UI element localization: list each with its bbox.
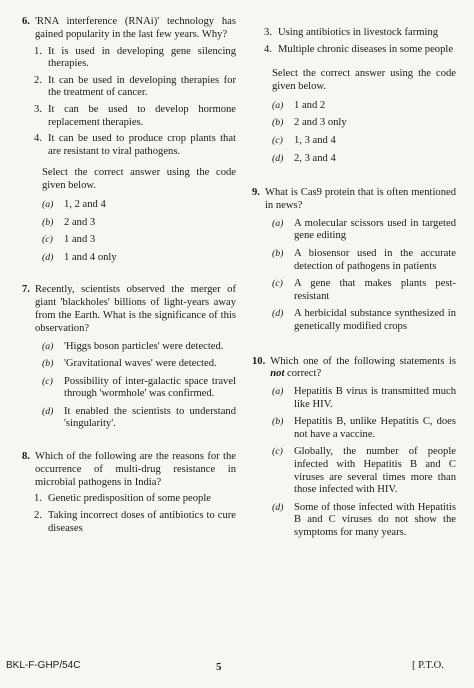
question-number: 6. (22, 16, 30, 27)
option-label: (a) (272, 99, 284, 111)
statement-list (252, 27, 456, 56)
option-list (22, 199, 236, 264)
option-text: A molecular scissors used in targeted gene editing (294, 217, 456, 242)
option-label: (b) (272, 117, 284, 129)
option-d[interactable] (272, 153, 456, 166)
option-label: (a) (272, 386, 284, 398)
statement-text: It can be used to produce crop plants that are resistant to viral pathogens. (48, 133, 236, 157)
option-label: (c) (272, 134, 283, 146)
statement-number: 1. (34, 45, 42, 57)
statement (22, 133, 236, 158)
question-text-part: Which one of the following statements is (270, 355, 456, 367)
statement-text: Multiple chronic diseases in some people (278, 43, 454, 55)
option-label: (c) (272, 446, 283, 458)
option-text: Some of those infected with Hepatitis B and C viruses do not show the symptoms for many years. (294, 501, 456, 539)
option-a[interactable] (42, 199, 236, 212)
option-text: 2 and 3 only (294, 117, 347, 129)
statement-list (22, 46, 236, 159)
question-number: 9. (252, 187, 260, 199)
question-9 (252, 187, 456, 333)
option-label: (b) (42, 216, 54, 228)
statement (252, 27, 456, 40)
question-text: What is Cas9 protein that is often mentioned in news? (264, 187, 456, 211)
question-6 (22, 16, 236, 264)
statement-number: 3. (264, 27, 272, 38)
option-c[interactable] (272, 446, 456, 496)
option-c[interactable] (272, 278, 456, 303)
statement (22, 46, 236, 71)
option-list (252, 218, 456, 334)
option-text: 1, 2 and 4 (64, 198, 106, 210)
option-text: A gene that makes plants pest-resistant (294, 278, 456, 302)
option-label: (b) (42, 358, 54, 370)
question-text (270, 356, 456, 382)
statement-number: 2. (34, 510, 42, 522)
option-d[interactable] (42, 252, 236, 265)
question-text: Which of the following are the reasons for the occurrence of multi-drug resistance in microbial pathogens in India? (34, 451, 236, 488)
right-column (252, 27, 456, 554)
option-label: (c) (272, 278, 283, 290)
instruction: Select the correct answer using the code given below. (42, 167, 236, 192)
option-label: (d) (272, 308, 284, 320)
option-b[interactable] (272, 248, 456, 273)
left-column (22, 16, 236, 549)
option-text: 'Gravitational waves' were detected. (64, 358, 217, 370)
question-7 (22, 284, 236, 431)
option-text: 2 and 3 (64, 216, 96, 228)
question-number: 10. (252, 355, 266, 367)
option-label: (b) (272, 247, 284, 259)
option-label: (a) (272, 217, 284, 229)
statement-text: It is used in developing gene silencing therapies. (48, 45, 236, 70)
question-text-part: correct? (287, 368, 322, 380)
option-list (252, 386, 456, 540)
option-list (252, 100, 456, 165)
option-label: (d) (42, 405, 54, 417)
option-text: A herbicidal substance synthesized in genetically modified crops (294, 308, 456, 332)
question-emphasis: not (270, 368, 285, 380)
option-text: 1 and 4 only (64, 251, 117, 263)
option-label: (c) (42, 375, 53, 387)
option-text: 1 and 2 (294, 99, 326, 111)
option-text: A biosensor used in the accurate detection of pathogens in patients (294, 247, 456, 272)
option-b[interactable] (42, 358, 236, 371)
instruction: Select the correct answer using the code given below. (272, 68, 456, 92)
option-a[interactable] (272, 386, 456, 411)
option-label: (c) (42, 234, 53, 246)
option-b[interactable] (272, 117, 456, 130)
option-d[interactable] (272, 502, 456, 540)
option-text: Hepatitis B, unlike Hepatitis C, does not have a vaccine. (294, 416, 456, 440)
statement (252, 44, 456, 57)
statement-number: 4. (34, 133, 42, 145)
option-d[interactable] (272, 308, 456, 333)
question-8 (22, 451, 236, 535)
option-list (22, 341, 236, 432)
question-text: 'RNA interference (RNAi)' technology has gained popularity in the last few years. Why? (34, 16, 236, 40)
option-text: 'Higgs boson particles' were detected. (64, 340, 224, 352)
statement (22, 75, 236, 100)
question-text: Recently, scientists observed the merger of giant 'blackholes' billions of light-years away from the Earth. What is the significance of this observation? (34, 284, 236, 334)
statement-number: 4. (264, 43, 272, 55)
option-label: (d) (42, 251, 54, 263)
option-b[interactable] (42, 217, 236, 230)
statement-number: 3. (34, 103, 42, 115)
option-a[interactable] (42, 341, 236, 354)
option-label: (d) (272, 501, 284, 513)
statement (22, 104, 236, 129)
option-text: Possibility of inter-galactic space travel through 'wormhole' was confirmed. (64, 375, 236, 400)
option-text: Globally, the number of people infected with Hepatitis B and C viruses are several times more than those infected with HIV. (294, 446, 456, 496)
option-text: Hepatitis B virus is transmitted much like HIV. (294, 386, 456, 410)
statement-text: Taking incorrect doses of antibiotics to cure diseases (48, 510, 236, 534)
statement-text: Genetic predisposition of some people (48, 493, 211, 505)
option-text: 1, 3 and 4 (294, 134, 336, 146)
option-c[interactable] (42, 376, 236, 401)
option-c[interactable] (42, 234, 236, 247)
statement-text: Using antibiotics in livestock farming (278, 27, 439, 38)
statement-number: 2. (34, 74, 42, 86)
option-label: (a) (42, 340, 54, 352)
page-number: 5 (216, 661, 222, 673)
option-label: (b) (272, 416, 284, 428)
question-8-continued (252, 27, 456, 165)
statement-text: It can be used in developing therapies for the treatment of cancer. (48, 74, 236, 99)
statement (22, 493, 236, 506)
statement-list (22, 493, 236, 535)
option-a[interactable] (272, 100, 456, 113)
booklet-code: BKL-F-GHP/54C (6, 660, 81, 671)
statement (22, 510, 236, 535)
statement-number: 1. (34, 493, 42, 505)
option-c[interactable] (272, 135, 456, 148)
question-number: 8. (22, 451, 30, 463)
option-text: 1 and 3 (64, 234, 96, 246)
option-label: (a) (42, 198, 54, 210)
option-b[interactable] (272, 416, 456, 441)
please-turn-over: [ P.T.O. (412, 660, 444, 671)
question-number: 7. (22, 284, 30, 296)
option-text: It enabled the scientists to understand 'singularity'. (64, 405, 236, 430)
question-10 (252, 356, 456, 540)
option-a[interactable] (272, 218, 456, 243)
option-label: (d) (272, 152, 284, 164)
statement-text: It can be used to develop hormone replacement therapies. (48, 103, 236, 128)
option-d[interactable] (42, 406, 236, 431)
option-text: 2, 3 and 4 (294, 152, 336, 164)
